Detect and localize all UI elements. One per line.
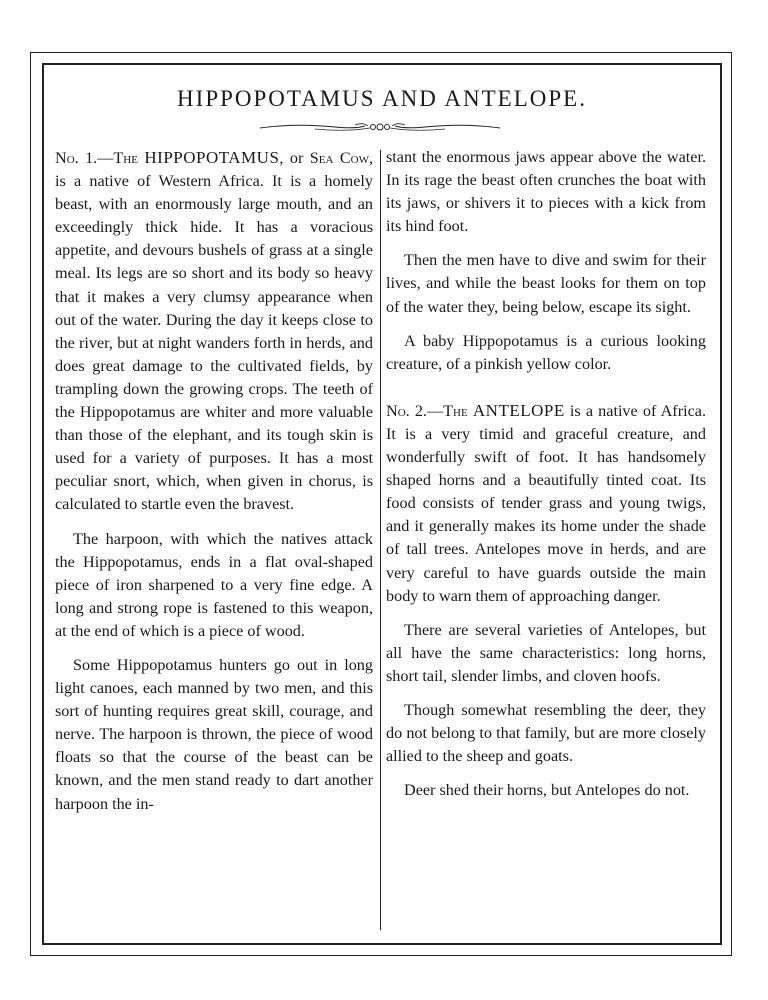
article-subject: HIPPOPOTAMUS [144,148,280,167]
hippopotamus-paragraph [55,146,373,517]
column-divider [380,150,381,930]
deer-paragraph: Though somewhat resembling the deer, they do not belong to that family, but are more closely allied to the sheep and goats. [386,700,706,766]
jaws-paragraph: stant the enormous jaws appear above the water. In its rage the beast often crunches the boat with its jaws, or shivers it to pieces with a kick from its hind foot. [386,148,706,236]
paragraph-text: is a native of Africa. It is a very timid and graceful creature, and wonderfully swift of foot. It has handsomely shaped horns and a beautifully tinted coat. Its food consists of tender grass and young twigs, and it generally makes its home under the shade of tall trees. Antelopes move in herds, and are very careful to have guards outside the main body to warn them of approaching danger. [386,401,706,605]
article-the: The [443,401,473,420]
dash: — [426,401,444,420]
dash: — [97,149,114,167]
harpoon-paragraph: The harpoon, with which the natives attack the Hippopotamus, ends in a flat oval-shaped piece of iron sharpened to a very fine edge. A long and strong rope is fastened to this weapon, at the end of which is a piece of wood. [55,529,373,640]
paragraph-text: , is a native of Western Africa. It is a homely beast, with an enormously large mouth, and an exceedingly thick hide. It has a voracious appetite, and devours bushels of grass at a single meal. Its legs are so short and its body so heavy that it makes a very clumsy appearance when out of the water. During the day it keeps close to the river, but at night wanders forth in herds, and does great damage to the cultivated fields, by trampling down the growing crops. The teeth of the Hippopotamus are whiter and more valuable than those of the elephant, and its tough skin is used for a variety of purposes. It has a most peculiar snort, which, when given in chorus, is calculated to startle even the bravest. [55,149,373,514]
article-number: No. 2. [386,401,427,420]
scroll-ornament-icon [255,120,505,134]
right-column [386,146,706,802]
alt-name: Sea Cow [309,149,369,167]
antelope-paragraph [386,399,706,608]
horns-paragraph: Deer shed their horns, but Antelopes do not. [404,781,690,800]
dive-paragraph: Then the men have to dive and swim for their lives, and while the beast looks for them on top of the water they, being below, escape its sight. [386,251,706,316]
page-title: HIPPOPOTAMUS AND ANTELOPE. [177,86,587,111]
hunters-paragraph: Some Hippopotamus hunters go out in long light canoes, each manned by two men, and this sort of hunting requires great skill, courage, and nerve. The harpoon is thrown, the piece of wood floats so that the course of the beast can be known, and the men stand ready to dart another harpoon the in- [55,655,373,813]
baby-paragraph: A baby Hippopotamus is a curious looking creature, of a pinkish yellow color. [386,331,706,373]
article-the: The [113,149,145,167]
article-number: No. 1. [55,149,98,167]
or-text: , or [279,149,310,167]
left-column [55,146,373,816]
article-subject: ANTELOPE [472,400,565,420]
varieties-paragraph: There are several varieties of Antelopes, but all have the same characteristics: long horns, short tail, slender limbs, and cloven hoofs. [386,620,706,685]
